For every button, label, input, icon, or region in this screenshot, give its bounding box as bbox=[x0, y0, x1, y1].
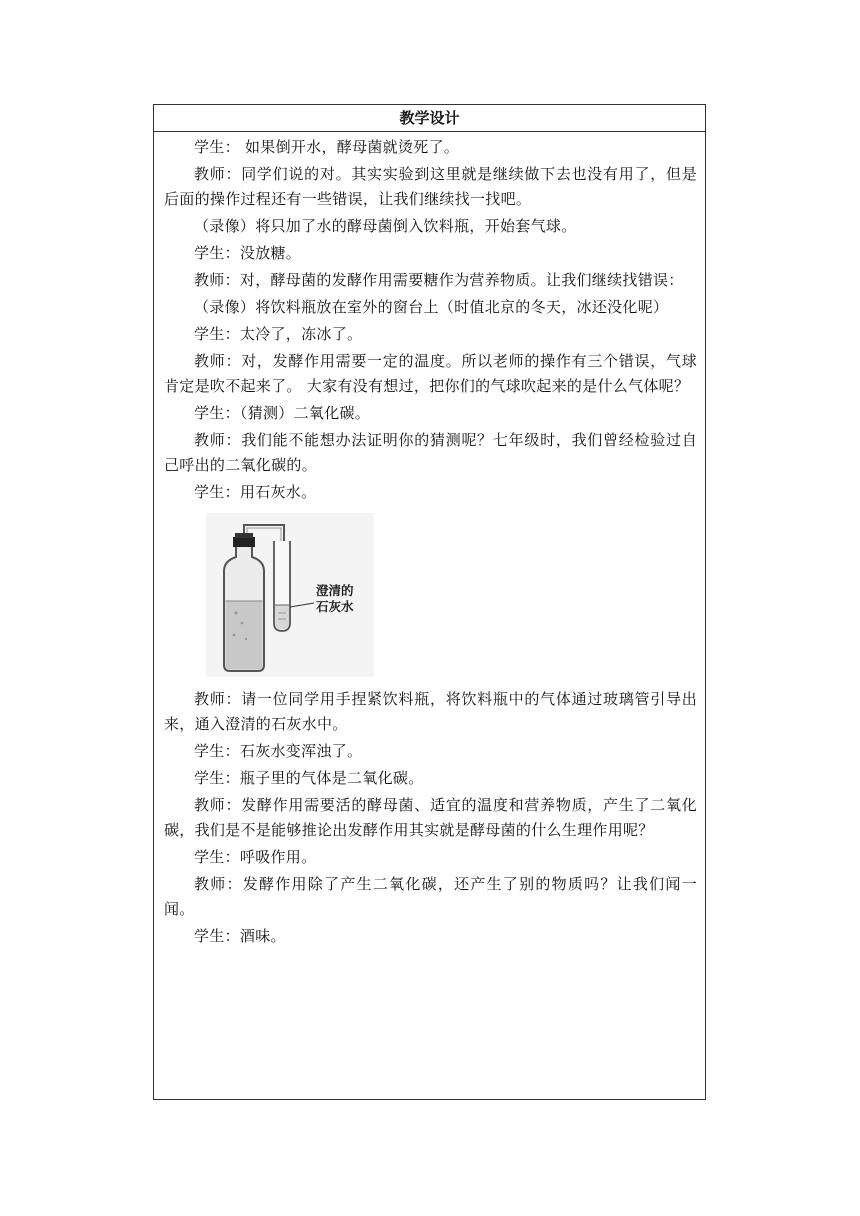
limewater-experiment-figure bbox=[206, 513, 374, 677]
dialogue-after-figure bbox=[164, 687, 697, 949]
dialogue-line: （录像）将饮料瓶放在室外的窗台上（时值北京的冬天，冰还没化呢） bbox=[194, 298, 669, 316]
dialogue-line: 教师：请一位同学用手捏紧饮料瓶，将饮料瓶中的气体通过玻璃管引导出来，通入澄清的石灰水中。 bbox=[164, 690, 697, 733]
dialogue-line: 学生：没放糖。 bbox=[194, 244, 302, 262]
dialogue-line: 学生：酒味。 bbox=[194, 927, 286, 945]
figure-label-line2: 石灰水 bbox=[316, 599, 354, 614]
dialogue-line: 学生： 如果倒开水，酵母菌就烫死了。 bbox=[194, 138, 460, 156]
table-header: 教学设计 bbox=[154, 105, 705, 132]
dialogue-line: 学生：呼吸作用。 bbox=[194, 848, 317, 866]
dialogue-line: （录像）将只加了水的酵母菌倒入饮料瓶，开始套气球。 bbox=[194, 217, 577, 235]
dialogue-line: 学生：太冷了，冻冰了。 bbox=[194, 325, 363, 343]
dialogue-line: 学生：用石灰水。 bbox=[194, 483, 317, 501]
dialogue-line: 教师：发酵作用除了产生二氧化碳，还产生了别的物质吗？让我们闻一闻。 bbox=[164, 875, 697, 918]
dialogue-line: 学生：（猜测）二氧化碳。 bbox=[194, 404, 371, 422]
lesson-design-table bbox=[153, 104, 706, 1100]
dialogue-line: 教师：对，酵母菌的发酵作用需要糖作为营养物质。让我们继续找错误： bbox=[194, 271, 684, 289]
dialogue-line: 教师：同学们说的对。其实实验到这里就是继续做下去也没有用了，但是后面的操作过程还有一些错误，让我们继续找一找吧。 bbox=[164, 165, 697, 208]
dialogue-line: 学生：石灰水变浑浊了。 bbox=[194, 742, 363, 760]
table-content bbox=[154, 132, 705, 949]
figure-label-line1: 澄清的 bbox=[316, 583, 354, 598]
dialogue-line: 学生：瓶子里的气体是二氧化碳。 bbox=[194, 769, 424, 787]
dialogue-line: 教师：我们能不能想办法证明你的猜测呢？七年级时，我们曾经检验过自己呼出的二氧化碳的。 bbox=[164, 431, 697, 474]
dialogue-line: 教师：对，发酵作用需要一定的温度。所以老师的操作有三个错误，气球肯定是吹不起来了。 大家有没有想过，把你们的气球吹起来的是什么气体呢？ bbox=[164, 352, 697, 395]
dialogue-before-figure bbox=[164, 135, 697, 505]
dialogue-line: 教师：发酵作用需要活的酵母菌、适宜的温度和营养物质，产生了二氧化碳，我们是不是能够推论出发酵作用其实就是酵母菌的什么生理作用呢？ bbox=[164, 796, 697, 839]
